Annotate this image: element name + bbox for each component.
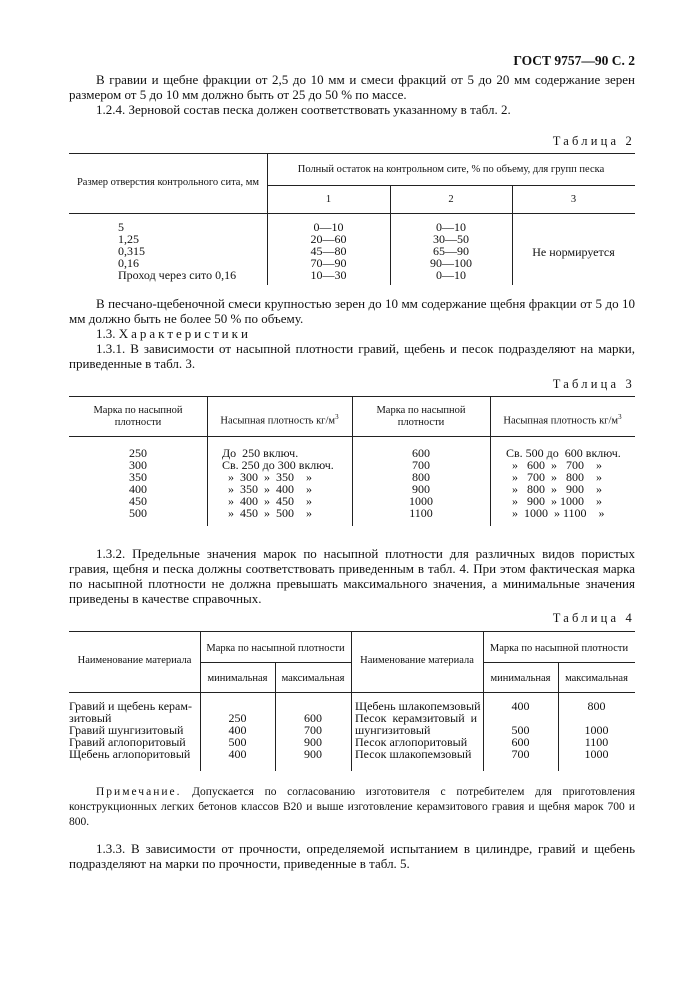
table-3-header-density-left: Насыпная плотность $кг/м^3$ [220,413,339,427]
table-4-min-right: 400 500 600 700 [511,699,530,761]
table-2-top-rule [69,153,635,154]
table-2-header-group: Полный остаток на контрольном сите, % по объему, для групп песка [297,164,605,175]
table-3-caption: Таблица 3 [552,377,635,391]
note-label: Примечание. [96,786,182,798]
table-3-density-right: Св. 500 до 600 включ. » 600 » 700 » » 700 » 800 » » 800 » 900 » » 900 » 1000 » » 1000 » 1100 » [506,446,621,520]
paragraph-1-2-4: 1.2.4. Зерновой состав песка должен соответствовать указанному в табл. 2. [96,102,511,117]
table-4-header-max-right: максимальная [565,673,628,684]
table-2-group-2-values: 0—10 30—50 65—90 90—100 0—10 [430,220,472,282]
table-2-subheader-2: 2 [448,194,454,205]
table-4-min-left: 250 400 500 400 [228,711,247,761]
table-4-note [69,785,635,830]
table-4-caption: Таблица 4 [552,611,635,625]
table-4-header-mark-left: Марка по насыпной плотности [206,643,345,654]
table-2-header-sieve: Размер отверстия контрольного сита, мм [76,177,260,188]
note-text: Допускается по согласованию изготовителя с потребителем для приготовления конструкционных легких бетонов классов В20 и выше изготовление керамзитового гравия и щебня марок 700 и 800. [69,786,635,828]
paragraph-1-3-1: 1.3.1. В зависимости от насыпной плотности гравий, щебень и песок подразделяют на марки, приведенные в табл. 3. [69,341,635,371]
table-3-marks-left: 250 300 350 400 450 500 [129,446,147,520]
table-2-sizes: 5 1,25 0,315 0,16 Проход через сито 0,16 [118,220,237,282]
table-2-subheader-1: 1 [325,194,332,205]
page-header: ГОСТ 9757—90 С. 2 [513,53,635,68]
table-3-header-mark-right: Марка по насыпной плотности [376,405,466,428]
table-4-max-left: 600 700 900 900 [304,711,322,761]
table-4-max-right: 800 1000 1100 1000 [584,699,609,761]
table-4-group-rule-right [483,662,635,663]
table-2-caption: Таблица 2 [552,134,635,148]
table-2-subheader-3: 3 [570,194,577,205]
table-2-group-3-value: Не нормируется [532,245,615,259]
paragraph-1-3-3: 1.3.3. В зависимости от прочности, определяемой испытанием в цилиндре, гравий и щебень подразделяют на марки по прочности, приведенные в табл. 5. [69,841,635,871]
paragraph-sand-gravel-mix: В песчано-щебеночной смеси крупностью зерен до 10 мм содержание щебня фракции от 5 до 10 мм должно быть не более 50 % по объему. [69,296,635,326]
table-4-header-max-left: максимальная [281,673,345,684]
section-number: 1.3. [96,326,119,341]
table-2-group-1-values: 0—10 20—60 45—80 70—90 10—30 [310,220,347,282]
table-4-materials-left: Гравий и щебень керам- зитовый Гравий шунгизитовый Гравий аглопоритовый Щебень аглопоритовый [69,699,192,761]
table-4-header-min-left: минимальная [207,673,268,684]
table-4-divider [351,631,352,771]
table-4-header-rule [69,692,635,693]
table-3-header-density-right: Насыпная плотность $кг/м^3$ [503,413,622,427]
section-1-3-heading [96,326,496,341]
table-4-header-material-right: Наименование материала [360,655,474,666]
table-4-header-material-left: Наименование материала [77,655,192,666]
paragraph-1-3-2: 1.3.2. Предельные значения марок по насыпной плотности для различных видов пористых гравия, щебня и песка должны соответствовать приведенным в табл. 4. При этом фактическая марка по насыпной плотности не должна превышать максимального значения, а минимальные значения приведены в качестве справочных. [69,546,635,606]
table-4-materials-right: Щебень шлакопемзовый Песок керамзитовый и шунгизитовый Песок аглопоритовый Песок шлакопемзовый [355,699,481,761]
table-4-header-mark-right: Марка по насыпной плотности [489,643,629,654]
table-3-header-mark-left: Марка по насыпной плотности [93,405,183,428]
table-4-top-rule [69,631,635,632]
table-2-group-rule [267,185,635,186]
section-title: Характеристики [118,326,251,341]
table-2-header-rule [69,213,635,214]
paragraph-gravel-fractions: В гравии и щебне фракции от 2,5 до 10 мм и смеси фракций от 5 до 20 мм содержание зерен размером от 5 до 10 мм должно быть от 25 до 50 % по массе. [69,72,635,102]
table-4-header-min-right: минимальная [490,673,551,684]
table-3-marks-right: 600 700 800 900 1000 1100 [409,446,433,520]
table-3-density-left: До 250 включ. Св. 250 до 300 включ. » 300 » 350 » » 350 » 400 » » 400 » 450 » » 450 » 500 » [222,446,334,520]
